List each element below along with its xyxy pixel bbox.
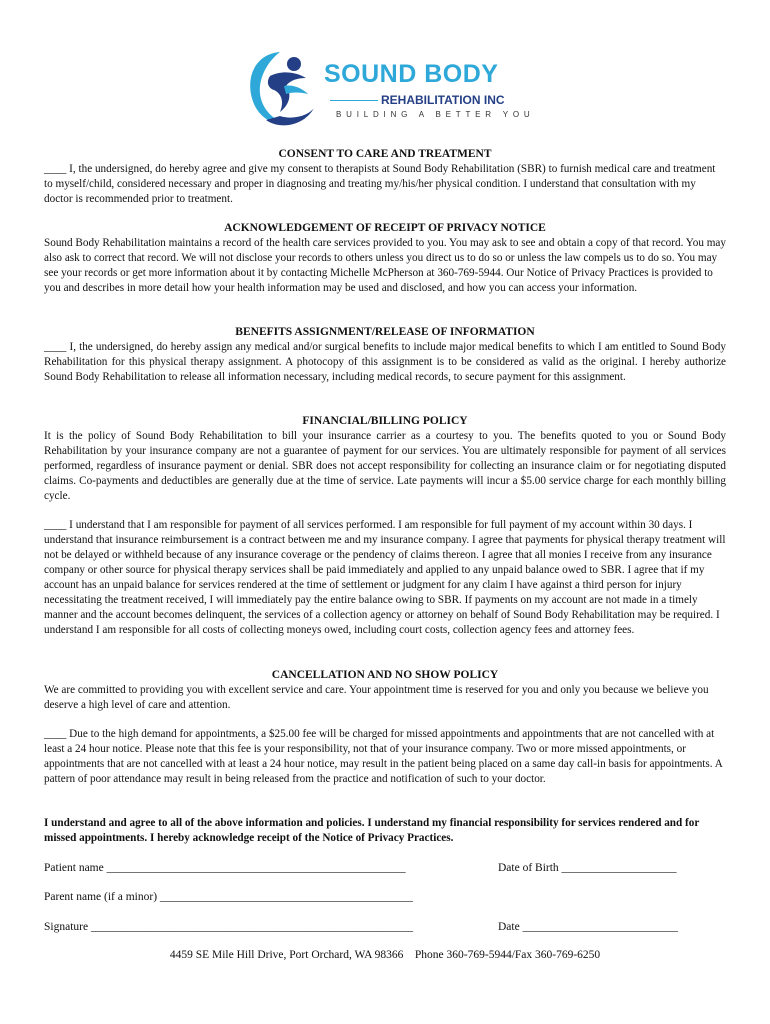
brand-subtitle-row xyxy=(330,93,530,107)
benefits-text: ____ I, the undersigned, do hereby assign any medical and/or surgical benefits to include major medical benefits to which I am entitled to Sound Body Rehabilitation for this physical therapy assignment. A photocopy of this assignment is to be considered as valid as the original. I hereby authorize Sound Body Rehabilitation to release all information necessary, including medical records, to secure payment for this assignment. xyxy=(44,341,726,383)
cancellation-intro-text: We are committed to providing you with excellent service and care. Your appointment time is reserved for you and only you because we believe you deserve a high level of care and attention. xyxy=(44,684,709,711)
footer-address: 4459 SE Mile Hill Drive, Port Orchard, WA 98366 Phone 360-769-5944/Fax 360-769-6250 xyxy=(169,949,601,961)
signature-field[interactable]: Signature ________________________________________________________ xyxy=(44,921,413,933)
patient-name-field[interactable]: Patient name ____________________________________________________ xyxy=(44,862,406,874)
consent-text: ____ I, the undersigned, do hereby agree and give my consent to therapists at Sound Body Rehabilitation (SBR) to furnish medical care and treatment to myself/child, considered necessary and proper in diagnosing and treating my/his/her physical condition. I understand that consultation with my doctor is recommended prior to treatment. xyxy=(44,163,716,205)
brand-name: SOUND BODY xyxy=(324,60,499,88)
acknowledgement-text: I understand and agree to all of the above information and policies. I understand my financial responsibility for services rendered and for missed appointments. I hereby acknowledge receipt of the Notice of Privacy Practices. xyxy=(44,817,700,844)
date-field[interactable]: Date ___________________________ xyxy=(498,921,678,933)
privacy-heading: ACKNOWLEDGEMENT OF RECEIPT OF PRIVACY NOTICE xyxy=(224,222,546,234)
cancellation-fee-text: ____ Due to the high demand for appointments, a $25.00 fee will be charged for missed appointments and appointments that are not cancelled with at least a 24 hour notice. Please note that this fee is your responsibility, not that of your insurance company. Two or more missed appointments, or appointments that are not cancelled with at least a 24 hour notice, may result in the patient being placed on a same day call-in basis for appointments. A pattern of poor attendance may result in being released from the practice and notification of such to your doctor. xyxy=(44,728,723,785)
billing-responsibility-text: ____ I understand that I am responsible for payment of all services performed. I am responsible for full payment of my account within 30 days. I understand that insurance reimbursement is a contract between me and my insurance company. I agree that payments for physical therapy treatment will not be delayed or withheld because of any insurance coverage or the pendency of claims thereon. I agree that all monies I receive from any insurance company or other source for physical therapy services shall be paid immediately and applied to any unpaid balance owed to SBR. I agree that if my account has an unpaid balance for services rendered at the time of settlement or judgment for any claim I have against a third person for injury necessitating the treatment received, I will immediately pay the entire balance owing to SBR. If payments on my account are not made in a timely manner and the account becomes delinquent, the services of a collection agency or attorney on behalf of Sound Body Rehabilitation may be required. I understand I am responsible for all costs of collecting moneys owed, including court costs, collection agency fees and attorney fees. xyxy=(44,519,726,636)
privacy-text: Sound Body Rehabilitation maintains a record of the health care services provided to you. You may ask to see and obtain a copy of that record. You may also ask to correct that record. We will not disclose your records to others unless you direct us to do so or unless the law compels us to do so. You may see your records or get more information about it by contacting Michelle McPherson at 360-769-5944. Our Notice of Privacy Practices is provided to you and describes in more detail how your health information may be used and disclosed, and how you can access your information. xyxy=(44,237,726,294)
figure-swirl-icon xyxy=(240,46,324,130)
parent-name-field[interactable]: Parent name (if a minor) ____________________________________________ xyxy=(44,891,413,903)
billing-policy-text: It is the policy of Sound Body Rehabilitation to bill your insurance carrier as a courtesy to you. The benefits quoted to you or Sound Body Rehabilitation by your insurance company are not a guarantee of payment for our services. You are ultimately responsible for payment of all services performed, regardless of insurance payment or denial. SBR does not accept responsibility for collecting an insurance claim or for negotiating disputed claims. Co-payments and deductibles are generally due at the time of service. Late payments will incur a $5.00 service charge for each monthly billing cycle. xyxy=(44,430,726,502)
brand-tagline: BUILDING A BETTER YOU xyxy=(336,110,535,119)
date-of-birth-field[interactable]: Date of Birth ____________________ xyxy=(498,862,677,874)
subtitle-rule xyxy=(330,100,378,101)
company-logo xyxy=(240,46,540,130)
consent-heading: CONSENT TO CARE AND TREATMENT xyxy=(278,148,492,160)
billing-heading: FINANCIAL/BILLING POLICY xyxy=(302,415,468,427)
brand-subtitle: REHABILITATION INC xyxy=(381,93,505,107)
cancellation-heading: CANCELLATION AND NO SHOW POLICY xyxy=(271,669,499,681)
benefits-heading: BENEFITS ASSIGNMENT/RELEASE OF INFORMATION xyxy=(235,326,535,338)
